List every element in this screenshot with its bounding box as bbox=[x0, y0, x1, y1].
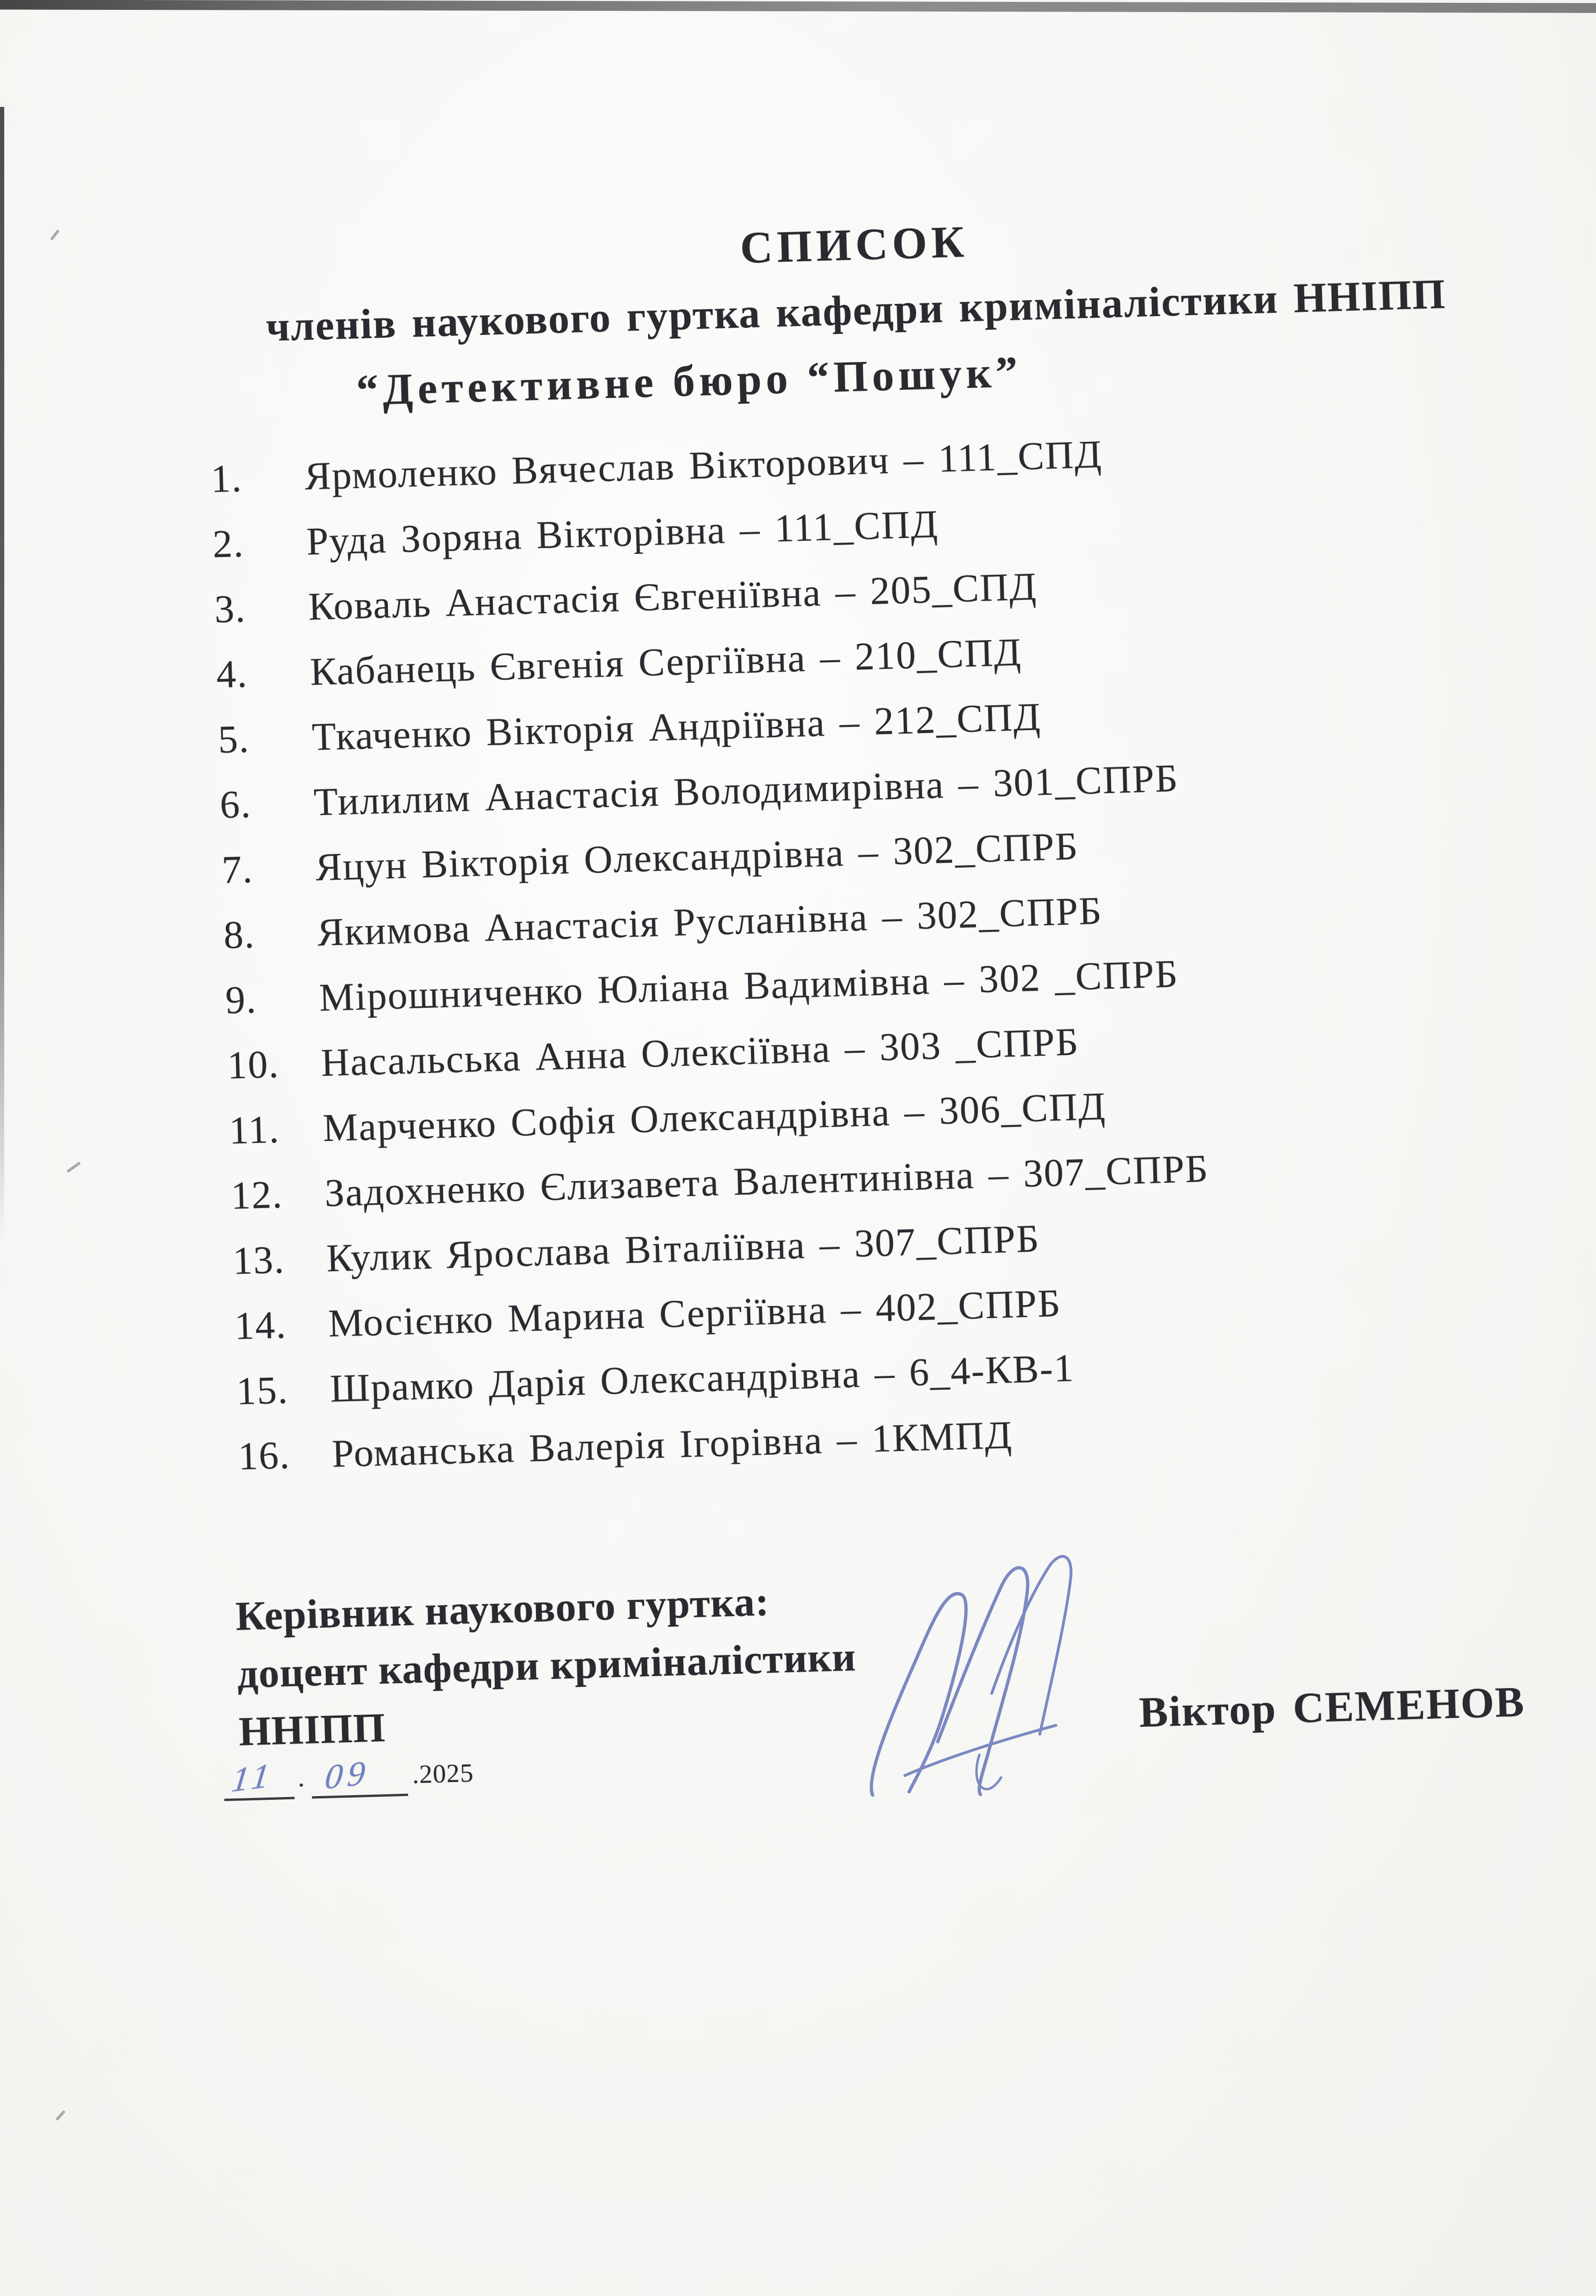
date-underline bbox=[223, 1756, 295, 1801]
date-line bbox=[223, 1752, 474, 1801]
item-text: Кабанець Євгенія Сергіївна – 210_СПД bbox=[309, 630, 1022, 694]
date-year: .2025 bbox=[412, 1758, 474, 1790]
item-text: Насальська Анна Олексіївна – 303 _СПРБ bbox=[320, 1020, 1080, 1085]
document-subtitle: членів наукового гуртка кафедри криміналістики ННІПП bbox=[265, 271, 1447, 350]
item-number: 3. bbox=[214, 587, 247, 632]
item-number: 11. bbox=[228, 1107, 280, 1153]
item-text: Якимова Анастасія Русланівна – 302_СПРБ bbox=[317, 889, 1103, 955]
item-number: 13. bbox=[232, 1238, 286, 1283]
item-text: Коваль Анастасія Євгеніївна – 205_СПД bbox=[308, 565, 1038, 629]
member-list bbox=[210, 410, 1552, 1489]
date-month-handwritten: 09 bbox=[323, 1753, 372, 1797]
item-number: 5. bbox=[217, 717, 250, 762]
item-text: Мосієнко Марина Сергіївна – 402_СПРБ bbox=[327, 1281, 1062, 1346]
item-text: Ткаченко Вікторія Андріївна – 212_СПД bbox=[311, 695, 1042, 759]
item-number: 1. bbox=[210, 456, 243, 501]
item-text: Шрамко Дарія Олександрівна – 6_4-КВ-1 bbox=[329, 1346, 1075, 1411]
date-underline bbox=[311, 1753, 408, 1799]
signer-role-line-2: доцент кафедри криміналістики bbox=[236, 1634, 857, 1697]
item-number: 10. bbox=[227, 1042, 280, 1088]
document-title: СПИСОК bbox=[739, 216, 969, 273]
date-separator: . bbox=[297, 1763, 305, 1793]
signer-role-line-3: ННІПП bbox=[238, 1705, 386, 1755]
item-text: Ярмоленко Вячеслав Вікторович – 111_СПД bbox=[304, 432, 1103, 498]
item-number: 12. bbox=[230, 1172, 284, 1218]
item-number: 6. bbox=[219, 782, 252, 827]
item-text: Мірошниченко Юліана Вадимівна – 302 _СПРБ bbox=[318, 952, 1179, 1020]
item-number: 9. bbox=[225, 978, 257, 1022]
item-number: 16. bbox=[237, 1433, 291, 1479]
item-text: Задохненко Єлизавета Валентинівна – 307_СПРБ bbox=[324, 1147, 1210, 1216]
item-number: 8. bbox=[223, 913, 256, 957]
handwritten-signature bbox=[833, 1548, 1168, 1810]
circle-name: “Детективне бюро “Пошук” bbox=[356, 347, 1023, 415]
item-text: Кулик Ярослава Віталіївна – 307_СПРБ bbox=[325, 1216, 1041, 1281]
item-number: 2. bbox=[212, 521, 245, 566]
item-number: 7. bbox=[221, 847, 254, 892]
item-number: 4. bbox=[215, 652, 249, 697]
date-day-handwritten: 11 bbox=[229, 1756, 277, 1800]
item-number: 14. bbox=[234, 1303, 287, 1348]
item-text: Яцун Вікторія Олександрівна – 302_СПРБ bbox=[315, 824, 1079, 890]
item-text: Тилилим Анастасія Володимирівна – 301_СПРБ bbox=[313, 756, 1180, 824]
signer-role bbox=[235, 1571, 859, 1761]
item-text: Марченко Софія Олександрівна – 306_СПД bbox=[322, 1084, 1107, 1150]
signer-role-line-1: Керівник наукового гуртка: bbox=[235, 1579, 770, 1639]
item-text: Руда Зоряна Вікторівна – 111_СПД bbox=[306, 502, 939, 564]
item-number: 15. bbox=[235, 1368, 289, 1413]
item-text: Романська Валерія Ігорівна – 1КМПД bbox=[331, 1413, 1014, 1476]
signatory-name: Віктор СЕМЕНОВ bbox=[1138, 1677, 1526, 1737]
